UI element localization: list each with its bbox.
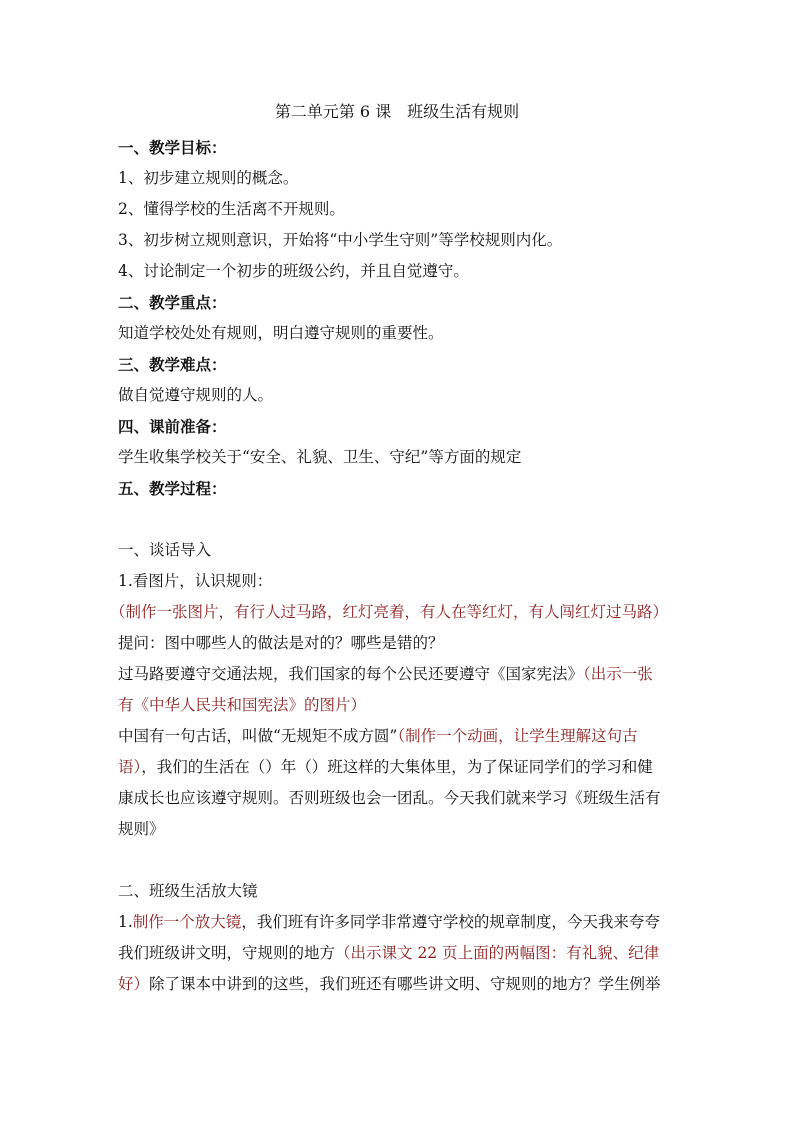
- note-run: 制作一个放大镜: [132, 913, 242, 931]
- lesson-title: 第二单元第 6 课 班级生活有规则: [274, 102, 520, 121]
- preparation-text: 学生收集学校关于“安全、礼貌、卫生、守纪”等方面的规定: [118, 448, 522, 466]
- note-run: （出示一张: [583, 665, 653, 683]
- part1-paragraph3-line2: [118, 752, 684, 783]
- difficulty-heading: 三、教学难点：: [118, 355, 227, 374]
- part1-paragraph2-line1: [118, 659, 684, 690]
- blank-line: [118, 845, 684, 876]
- preparation-heading: 四、课前准备：: [118, 417, 227, 436]
- blank-line: [118, 504, 684, 535]
- part1-note-picture: （制作一张图片，有行人过马路，红灯亮着，有人在等红灯，有人闯红灯过马路）: [110, 603, 669, 621]
- note-run: （出示课文 22 页上面的两幅图：有礼貌、纪律: [335, 944, 660, 962]
- text-run: 我们班级讲文明，守规则的地方: [118, 944, 336, 962]
- key-points-heading: 二、教学重点：: [118, 293, 227, 312]
- text-run: 除了课本中讲到的这些，我们班还有哪些讲文明、守规则的地方？学生例举: [149, 975, 661, 993]
- note-run: 语）: [118, 758, 142, 776]
- text-run: 过马路要遵守交通法规，我们国家的每个公民还要遵守《国家宪法》: [118, 665, 584, 683]
- text-run: 1.: [118, 913, 133, 931]
- part1-paragraph3-line3: 康成长也应该遵守规则。否则班级也会一团乱。今天我们就来学习《班级生活有: [118, 789, 661, 807]
- key-points-text: 知道学校处处有规则，明白遵守规则的重要性。: [118, 324, 444, 342]
- note-run: （制作一个动画，让学生理解这句古: [397, 727, 638, 745]
- part1-heading: 一、谈话导入: [118, 541, 212, 559]
- goal-item: 3、初步树立规则意识，开始将“中小学生守则”等学校规则内化。: [118, 231, 563, 249]
- goals-heading: 一、教学目标：: [118, 138, 227, 157]
- document-body: [110, 132, 684, 1000]
- goal-item: 1、初步建立规则的概念。: [118, 169, 299, 187]
- part2-line2: [118, 938, 684, 969]
- text-run: 中国有一句古话，叫做“无规矩不成方圆”: [118, 727, 398, 745]
- text-run: ，我们的生活在（）年（）班这样的大集体里，为了保证同学们的学习和健: [141, 758, 653, 776]
- goal-item: 4、讨论制定一个初步的班级公约，并且自觉遵守。: [118, 262, 469, 280]
- text-run: ，我们班有许多同学非常遵守学校的规章制度，今天我来夸夸: [241, 913, 660, 931]
- part1-paragraph3-line1: [118, 721, 684, 752]
- part1-question: 提问：图中哪些人的做法是对的？哪些是错的？: [118, 634, 444, 652]
- part2-line3: [118, 969, 684, 1000]
- part1-step1: 1.看图片，认识规则：: [118, 572, 273, 590]
- part2-line1: [118, 907, 684, 938]
- part2-heading: 二、班级生活放大镜: [118, 882, 258, 900]
- process-heading: 五、教学过程：: [118, 479, 227, 498]
- part1-paragraph2-line2: 有《中华人民共和国宪法》的图片）: [118, 696, 367, 714]
- note-run: 好）: [118, 975, 150, 993]
- difficulty-text: 做自觉遵守规则的人。: [118, 386, 274, 404]
- goal-item: 2、懂得学校的生活离不开规则。: [118, 200, 345, 218]
- part1-paragraph3-line4: 规则》: [118, 820, 165, 838]
